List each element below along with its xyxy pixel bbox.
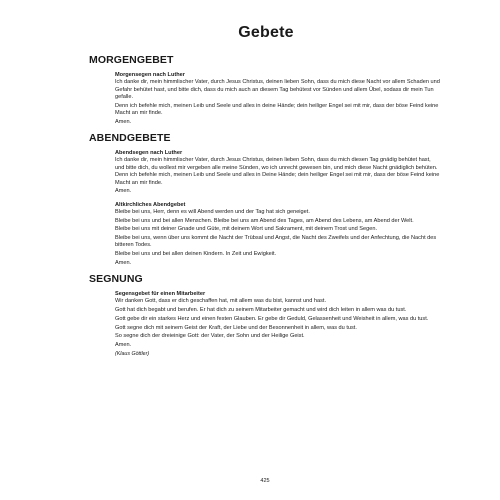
prayer-paragraph: Denn ich befehle mich, meinen Leib und Seele und alles in deine Hände; dein heiliger Engel sei mit mir, dass der böse Feind keine Macht an mir finde.: [115, 102, 439, 117]
prayer-paragraph: Bleibe bei uns und bei allen deinen Kindern. In Zeit und Ewigkeit.: [115, 251, 277, 258]
prayer-paragraph: Ich danke dir, mein himmlischer Vater, durch Jesus Christus, deinen lieben Sohn, dass du mich diesen Tag gnädig behütet hast, und bitte dich, du wollest mir vergeben alle meine Sünden, wo ich unrecht gewesen bin, und mich diese Nacht gnädiglich behüten. Denn ich befehle mich, meinen Leib und Seele und alles in Deine Hände; dein heiliger Engel sei mit mir, dass der böse Feind keine Macht an mir finde.: [115, 157, 440, 186]
prayer-paragraph: Gott segne dich mit seinem Geist der Kraft, der Liebe und der Besonnenheit in allem, was du tust.: [115, 324, 357, 331]
prayer-paragraph: So segne dich der dreieinige Gott: der Vater, der Sohn und der Heilige Geist.: [115, 333, 305, 340]
prayer-amen: Amen.: [115, 259, 132, 266]
prayer-title: Altkirchliches Abendgebet: [115, 201, 186, 208]
prayer-paragraph: Bleibe bei uns, wenn über uns kommt die Nacht der Trübsal und Angst, die Nacht des Zweifels und der Anfechtung, die Nacht des bitteren Todes.: [115, 235, 437, 249]
prayer-amen: Amen.: [115, 118, 132, 125]
prayer-amen: Amen.: [115, 341, 132, 348]
section-heading: MORGENGEBET: [89, 54, 174, 66]
prayer-paragraph: Ich danke dir, mein himmlischer Vater, durch Jesus Christus, deinen lieben Sohn, dass du mich diese Nacht vor allem Schaden und Gefahr behütet hast, und bitte dich, dass du mich auch an diesem Tag behütest vor Sünden und allem Übel, sodass dir mein Tun gefalle.: [115, 79, 440, 100]
section-heading: SEGNUNG: [89, 273, 143, 286]
prayer-paragraph: Gott gebe dir ein starkes Herz und einen festen Glauben. Er gebe dir Geduld, Gelassenheit und Weisheit in allem, was du tust.: [115, 315, 429, 322]
page-title: Gebete: [238, 24, 294, 41]
section-abendgebete: [89, 132, 440, 267]
prayer-amen: Amen.: [115, 188, 132, 195]
prayer-abendsegen: [92, 150, 440, 196]
prayer-altkirchlich: [92, 202, 440, 268]
prayer-paragraph: Gott hat dich begabt und berufen. Er hat dich zu seinem Mitarbeiter gemacht und wird dich leiten in allem was du tust.: [115, 307, 407, 314]
section-morgengebet: [89, 54, 440, 126]
prayer-paragraph: Bleibe bei uns mit deiner Gnade und Güte, mit deinem Wort und Sakrament, mit deinem Trost und Segen.: [115, 226, 378, 233]
prayer-paragraph: Bleibe bei uns und bei allen Menschen. Bleibe bei uns am Abend des Tages, am Abend des Lebens, am Abend der Welt.: [115, 217, 414, 224]
page-number: 425: [260, 478, 270, 484]
section-heading: ABENDGEBETE: [89, 132, 171, 145]
prayer-attribution: (Klaus Göttler): [115, 350, 150, 357]
prayer-title: Segensgebet für einen Mitarbeiter: [115, 291, 206, 298]
prayer-segensgebet: [92, 291, 440, 356]
prayer-paragraph: Bleibe bei uns, Herr, denn es will Abend werden und der Tag hat sich geneiget.: [115, 208, 310, 215]
prayer-paragraph: Wir danken Gott, dass er dich geschaffen hat, mit allem was du bist, kannst und hast.: [115, 298, 327, 305]
section-segnung: [89, 273, 440, 357]
prayer-title: Morgensegen nach Luther: [115, 72, 185, 78]
prayer-morgensegen: [92, 72, 440, 126]
prayer-title: Abendsegen nach Luther: [115, 150, 183, 157]
